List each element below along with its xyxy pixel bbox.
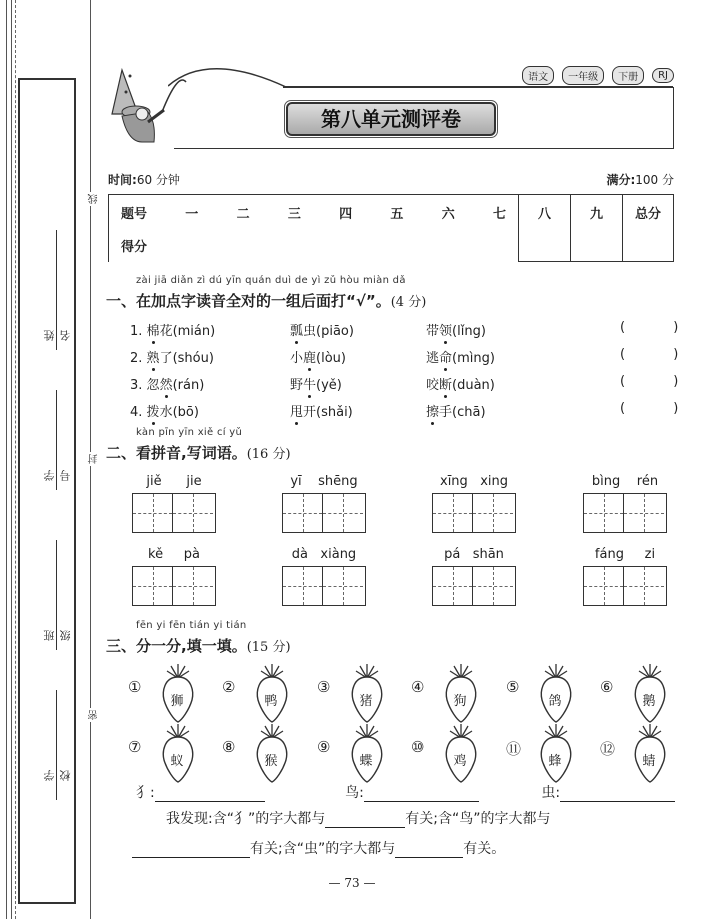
q6-header: 六 (441, 207, 455, 222)
radish-item[interactable] (128, 724, 204, 786)
answer-paren-4[interactable]: ( ) (620, 401, 701, 416)
radish-item[interactable] (506, 664, 582, 726)
radish-number: ⑫ (600, 740, 616, 758)
radish-item[interactable] (506, 724, 582, 786)
radish-item[interactable] (411, 664, 487, 726)
radish-item[interactable] (128, 664, 204, 726)
radish-character: 蜻 (642, 754, 656, 769)
radish-number: ③ (317, 678, 331, 696)
tags (522, 66, 674, 85)
word-pinyin-1: jiě jie (146, 474, 202, 489)
word-pinyin-7: pá shān (444, 547, 504, 562)
section3-title: 三、分一分,填一填。(15 分) (106, 637, 291, 655)
margin-line (11, 0, 12, 919)
margin-dashed-line (15, 0, 16, 919)
question-number-label: 题号 (121, 207, 148, 222)
school-label: 学校 (43, 770, 72, 781)
name-underline (56, 230, 57, 350)
q9-header[interactable]: 九 (571, 195, 623, 262)
page-number: — 73 — (328, 876, 376, 890)
seal-word-secret: 密 (89, 710, 100, 720)
radish-number: ⑤ (506, 678, 520, 696)
radish-character: 蝶 (359, 754, 373, 769)
word-grid-4[interactable] (583, 493, 667, 533)
word-grid-3[interactable] (432, 493, 516, 533)
q8-header[interactable]: 八 (519, 195, 571, 262)
word-grid-1[interactable] (132, 493, 216, 533)
section2-title: 二、看拼音,写词语。(16 分) (106, 444, 291, 462)
radish-number: ① (128, 678, 142, 696)
total-header[interactable]: 总分 (623, 195, 674, 262)
student-number-label: 学号 (43, 470, 72, 481)
radish-item[interactable] (222, 724, 298, 786)
discovery-text-1: 我发现:含“犭”的字大都与 (166, 811, 326, 827)
category-3-label: 虫: (541, 785, 561, 801)
radish-item[interactable] (317, 724, 393, 786)
discovery-row-1 (166, 808, 550, 828)
section1-pinyin: zài jiā diǎn zì dú yīn quán duì de yì zǔ hòu miàn dǎ (136, 275, 406, 286)
margin-line (6, 0, 7, 919)
radish-item[interactable] (317, 664, 393, 726)
category-1-blank[interactable] (155, 801, 265, 802)
score-label: 得分 (121, 240, 148, 255)
section1-title: 一、在加点字读音全对的一组后面打“√”。(4 分) (106, 292, 427, 310)
q1-header: 一 (185, 207, 199, 222)
radish-character: 狗 (453, 694, 467, 709)
q3-header: 三 (287, 207, 301, 222)
word-pinyin-2: yī shēng (290, 474, 358, 489)
category-3-blank[interactable] (560, 801, 675, 802)
class-underline (56, 540, 57, 650)
answer-paren-2[interactable]: ( ) (620, 347, 701, 362)
q5-header: 五 (390, 207, 404, 222)
discovery-text-2: 有关;含“鸟”的字大都与 (405, 811, 551, 827)
radish-number: ⑪ (506, 740, 522, 758)
category-2-label: 鸟: (345, 785, 364, 801)
class-label: 班级 (43, 630, 72, 641)
radish-number: ⑥ (600, 678, 614, 696)
q4-header: 四 (339, 207, 353, 222)
radish-character: 猪 (359, 694, 373, 709)
radish-character: 蚁 (170, 754, 184, 769)
radish-number: ④ (411, 678, 425, 696)
radish-item[interactable] (600, 664, 676, 726)
seal-word-line: 线 (89, 194, 100, 204)
word-pinyin-3: xīng xing (440, 474, 508, 489)
discovery-blank-2[interactable] (132, 857, 250, 858)
score-table-main (109, 195, 519, 262)
radish-item[interactable] (411, 724, 487, 786)
word-grid-6[interactable] (282, 566, 366, 606)
word-grid-5[interactable] (132, 566, 216, 606)
answer-paren-1[interactable]: ( ) (620, 320, 701, 335)
word-grid-7[interactable] (432, 566, 516, 606)
time-info: 时间:60 分钟 (108, 173, 180, 187)
volume-tag: 下册 (612, 66, 644, 85)
subject-tag: 语文 (522, 66, 554, 85)
score-table (108, 194, 674, 262)
student-info-box (18, 78, 76, 904)
radish-number: ⑨ (317, 738, 331, 756)
student-number-underline (56, 390, 57, 490)
category-2-blank[interactable] (364, 801, 479, 802)
radish-item[interactable] (222, 664, 298, 726)
word-pinyin-5: kě pà (148, 547, 200, 562)
radish-character: 鸽 (548, 694, 562, 709)
radish-number: ⑧ (222, 738, 236, 756)
binding-margin (0, 0, 100, 919)
school-underline (56, 690, 57, 800)
radish-character: 猴 (264, 754, 278, 769)
section3-pinyin: fēn yi fēn tián yi tián (136, 620, 247, 631)
radish-character: 鸡 (453, 754, 467, 769)
discovery-blank-3[interactable] (395, 857, 463, 858)
radish-character: 狮 (170, 694, 184, 709)
discovery-text-4: 有关。 (463, 841, 506, 857)
radish-character: 鸭 (264, 694, 278, 709)
name-label: 姓名 (43, 330, 72, 341)
section2-pinyin: kàn pīn yīn xiě cí yǔ (136, 427, 243, 438)
full-score-info: 满分:100 分 (606, 173, 674, 187)
radish-number: ② (222, 678, 236, 696)
radish-number: ⑩ (411, 738, 425, 756)
word-grid-8[interactable] (583, 566, 667, 606)
edition-tag: RJ (652, 68, 674, 83)
page-title: 第八单元测评卷 (286, 102, 496, 136)
grade-tag: 一年级 (562, 66, 604, 85)
radish-item[interactable] (600, 724, 676, 786)
word-pinyin-8: fáng zi (594, 547, 656, 562)
radish-character: 蜂 (548, 754, 562, 769)
answer-paren-3[interactable]: ( ) (620, 374, 701, 389)
discovery-blank-1[interactable] (325, 827, 405, 828)
word-pinyin-6: dà xiàng (291, 547, 357, 562)
radish-character: 鹅 (642, 694, 656, 709)
word-grid-2[interactable] (282, 493, 366, 533)
discovery-text-3: 有关;含“虫”的字大都与 (250, 841, 396, 857)
seal-word-seal: 封 (89, 454, 100, 464)
category-row (136, 782, 675, 802)
category-1-label: 犭: (136, 785, 155, 801)
radish-number: ⑦ (128, 738, 142, 756)
discovery-row-2 (132, 838, 505, 858)
q7-header: 七 (492, 207, 506, 222)
header (108, 56, 674, 156)
word-pinyin-4: bìng rén (591, 474, 659, 489)
q2-header: 二 (236, 207, 250, 222)
